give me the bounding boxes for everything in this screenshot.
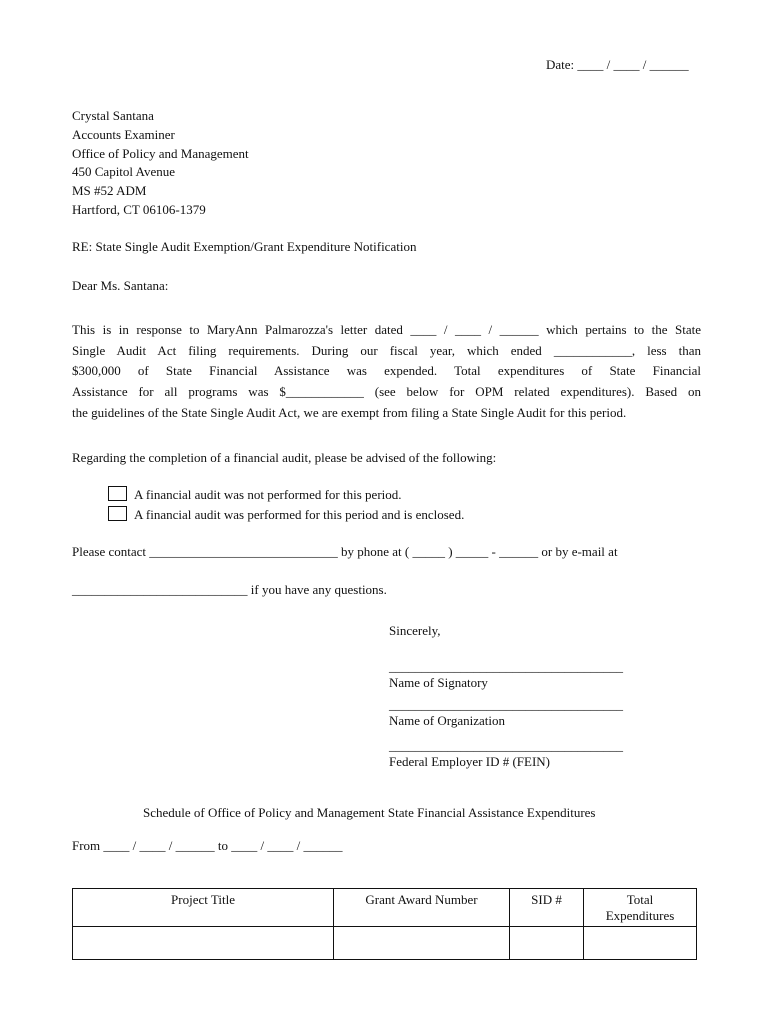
recipient-title: Accounts Examiner xyxy=(72,126,175,142)
table-header-row xyxy=(73,889,697,927)
cell-project-title[interactable] xyxy=(73,927,334,960)
recipient-city: Hartford, CT 06106-1379 xyxy=(72,201,206,217)
audit-not-performed-checkbox[interactable] xyxy=(108,486,127,501)
signatory-line: ____________________________________ xyxy=(389,659,623,674)
fein-line: ____________________________________ xyxy=(389,738,623,753)
subject-line: RE: State Single Audit Exemption/Grant Expenditure Notification xyxy=(72,239,417,254)
schedule-title: Schedule of Office of Policy and Management State Financial Assistance Expenditures xyxy=(143,805,596,820)
header-project-title: Project Title xyxy=(73,889,334,927)
contact-line: Please contact _____________________________ by phone at ( _____ ) _____ - ______ or by e-mail at xyxy=(72,544,618,559)
audit-intro: Regarding the completion of a financial audit, please be advised of the following: xyxy=(72,450,497,465)
audit-performed-checkbox[interactable] xyxy=(108,506,127,521)
header-grant-award-number: Grant Award Number xyxy=(334,889,510,927)
body-line: $300,000 of State Financial Assistance was expended. Total expenditures of State Financial xyxy=(72,363,701,379)
body-line: the guidelines of the State Single Audit Act, we are exempt from filing a State Single Audit for this period. xyxy=(72,404,627,420)
header-total-expenditures: Total Expenditures xyxy=(584,889,697,927)
audit-performed-label: A financial audit was performed for this period and is enclosed. xyxy=(134,507,465,522)
body-line: Assistance for all programs was $____________ (see below for OPM related expenditures). Based on xyxy=(72,384,701,400)
period-line: From ____ / ____ / ______ to ____ / ____ / ______ xyxy=(72,838,343,853)
header-sid: SID # xyxy=(510,889,584,927)
organization-line: ____________________________________ xyxy=(389,697,623,712)
audit-not-performed-label: A financial audit was not performed for this period. xyxy=(134,487,402,502)
signatory-label: Name of Signatory xyxy=(389,675,488,690)
body-paragraph xyxy=(72,320,701,424)
organization-label: Name of Organization xyxy=(389,713,505,728)
salutation: Dear Ms. Santana: xyxy=(72,278,169,293)
cell-total-expenditures[interactable] xyxy=(584,927,697,960)
contact-email-line: ___________________________ if you have any questions. xyxy=(72,582,387,597)
fein-label: Federal Employer ID # (FEIN) xyxy=(389,754,551,769)
cell-grant-award-number[interactable] xyxy=(334,927,510,960)
table-row xyxy=(73,927,697,960)
recipient-mailstop: MS #52 ADM xyxy=(72,183,147,199)
body-line: This is in response to MaryAnn Palmarozza's letter dated ____ / ____ / ______ which pertains to the State xyxy=(72,322,701,337)
expenditure-schedule-table xyxy=(72,888,697,960)
recipient-name: Crystal Santana xyxy=(72,108,154,123)
recipient-address xyxy=(72,107,249,220)
recipient-street: 450 Capitol Avenue xyxy=(72,164,176,180)
cell-sid[interactable] xyxy=(510,927,584,960)
recipient-office: Office of Policy and Management xyxy=(72,145,249,161)
body-line: Single Audit Act filing requirements. During our fiscal year, which ended ____________, less than xyxy=(72,342,701,358)
closing: Sincerely, xyxy=(389,623,441,638)
date-line: Date: ____ / ____ / ______ xyxy=(546,57,689,72)
